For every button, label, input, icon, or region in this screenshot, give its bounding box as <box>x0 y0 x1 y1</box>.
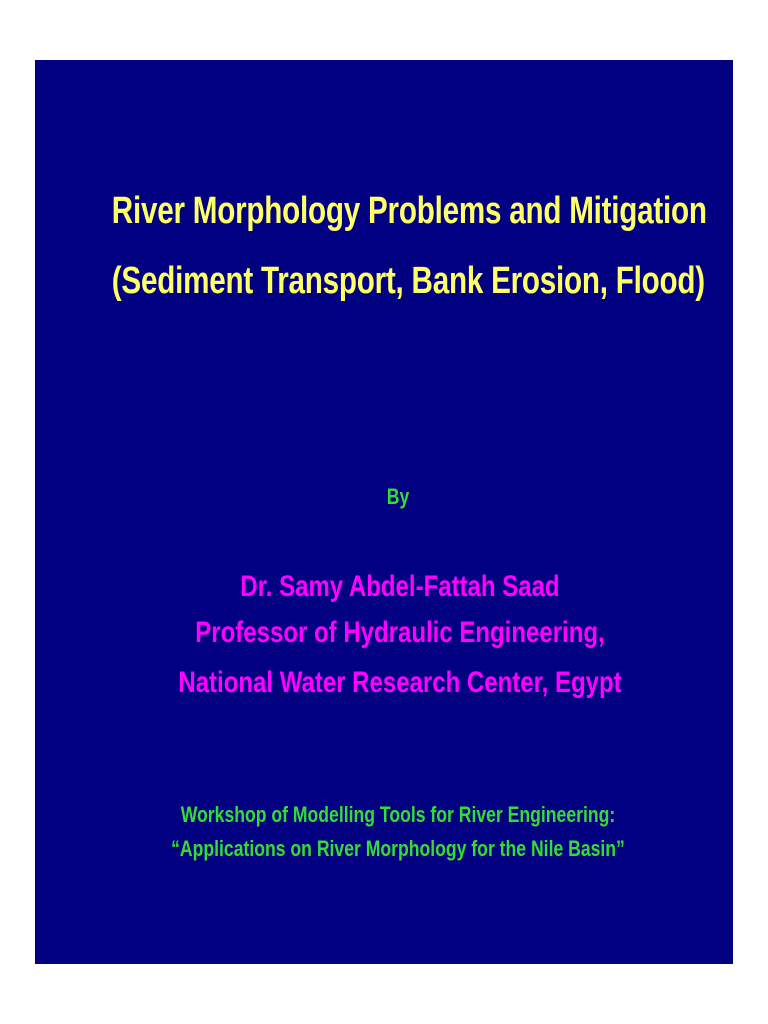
author-title: Professor of Hydraulic Engineering, <box>195 616 605 649</box>
by-label: By <box>386 484 410 509</box>
workshop-name: Workshop of Modelling Tools for River Engineering: <box>180 802 616 827</box>
author-name: Dr. Samy Abdel-Fattah Saad <box>240 570 560 603</box>
slide-title-line-2: (Sediment Transport, Bank Erosion, Flood) <box>111 260 705 302</box>
workshop-subtitle: “Applications on River Morphology for the Nile Basin” <box>171 836 625 861</box>
title-slide <box>35 60 733 964</box>
author-affiliation: National Water Research Center, Egypt <box>178 666 622 699</box>
slide-title-line-1: River Morphology Problems and Mitigation <box>111 190 707 232</box>
